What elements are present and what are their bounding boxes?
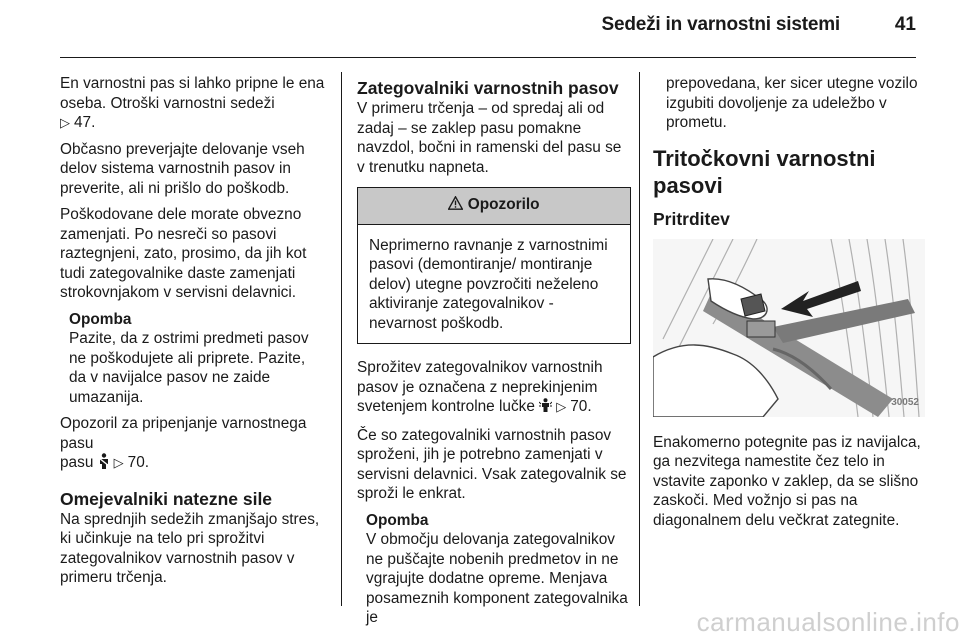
watermark: carmanualsonline.info <box>696 607 960 637</box>
warning-triangle-icon <box>448 196 467 213</box>
header-divider <box>60 57 916 58</box>
page-ref[interactable]: 70. <box>570 398 592 415</box>
paragraph: Na sprednjih sedežih zmanjšajo stres, ki učinkuje na telo pri sprožitvi zategovalnikov varnostnih pasov v primeru trčenja. <box>60 510 320 586</box>
paragraph: Če so zategovalniki varnostnih pasov sproženi, jih je potrebno zamenjati v servisni delavnici. Vsak zategovalnik se sproži le enkrat. <box>357 426 627 502</box>
paragraph: Opozoril za pripenjanje varnostnega pasu pasu ▷ 70. <box>60 414 326 475</box>
warning-header <box>358 188 630 225</box>
airbag-pretensioner-icon <box>539 398 552 419</box>
column-divider-1 <box>341 72 342 606</box>
page-ref[interactable]: 47. <box>74 114 96 131</box>
paragraph <box>357 358 631 419</box>
column-divider-2 <box>639 72 640 606</box>
paragraph: Občasno preverjajte delovanje vseh delov sistema varnostnih pasov in preverite, ali ni prišlo do poškodb. <box>60 140 305 197</box>
section-heading: Tritočkovni varnostni pasovi <box>653 145 876 198</box>
note-text: Pazite, da z ostrimi predmeti pasov ne poškodujete ali priprete. Pazite, da v navijalce pasov ne zaide umazanija. <box>69 330 309 406</box>
seatbelt-reminder-icon <box>98 453 110 475</box>
paragraph: Poškodovane dele morate obvezno zamenjati. Po nesreči so pasovi raztegnjeni, zato, prosimo, da jih kot tudi zategovalnike daste zamenjati strokovnjakom v servisni delavnici. <box>60 206 307 301</box>
note-block <box>60 310 326 408</box>
note-continuation: prepovedana, ker sicer utegne vozilo izgubiti dovoljenje za udeležbo v prometu. <box>666 75 918 131</box>
column-3 <box>653 74 925 537</box>
figure-code: 30052 <box>891 397 919 408</box>
note-text: V območju delovanja zategovalnikov ne puščajte nobenih predmetov in ne vgrajujte dodatne opreme. Menjava posameznih komponent zategovalnika je <box>366 531 628 626</box>
paragraph: Enakomerno potegnite pas iz navijalca, ga nezvitega namestite čez telo in vstavite zaponko v zaklep, da se slišno zaskoči. Med vožnjo si pas na diagonalnem delu večkrat zategnite. <box>653 433 921 529</box>
section-heading: Omejevalniki natezne sile <box>60 488 273 509</box>
page-number: 41 <box>894 14 916 35</box>
note-title: Opomba <box>69 310 132 328</box>
arrow-ref-icon: ▷ <box>556 399 567 414</box>
section-heading: Zategovalniki varnostnih pasov <box>357 78 619 98</box>
paragraph-text: En varnostni pas si lahko pripne le ena oseba. Otroški varnostni sedeži <box>60 75 325 112</box>
seatbelt-illustration-image <box>653 239 925 417</box>
arrow-ref-icon: ▷ <box>113 455 124 470</box>
column-2 <box>357 74 631 635</box>
warning-text: Neprimerno ravnanje z varnostnimi pasovi (demontiranje/ montiranje delov) utegne povzročiti neželeno aktiviranje zategovalnikov - nevarnost poškodb. <box>369 236 608 332</box>
warning-box <box>357 187 631 344</box>
page-ref[interactable]: 70. <box>127 454 150 471</box>
column-1 <box>60 74 326 595</box>
header-title: Sedeži in varnostni sistemi <box>601 14 840 35</box>
paragraph <box>60 74 326 133</box>
subsection-heading: Pritrditev <box>653 208 730 229</box>
note-title: Opomba <box>366 511 429 529</box>
seatbelt-fastening-illustration <box>653 239 925 417</box>
paragraph-text: Sprožitev zategovalnikov varnostnih pasov je označena z neprekinjenim svetenjem kontrolne lučke <box>357 359 603 415</box>
note-block <box>357 511 631 628</box>
paragraph: V primeru trčenja – od spredaj ali od zadaj – se zaklep pasu pomakne navzdol, bočni in ramenski del pasu se v trenutku napneta. <box>357 100 622 176</box>
arrow-ref-icon: ▷ <box>60 115 70 130</box>
warning-title: Opozorilo <box>467 196 540 213</box>
paragraph-text: Opozoril za pripenjanje varnostnega pasu <box>60 415 307 452</box>
